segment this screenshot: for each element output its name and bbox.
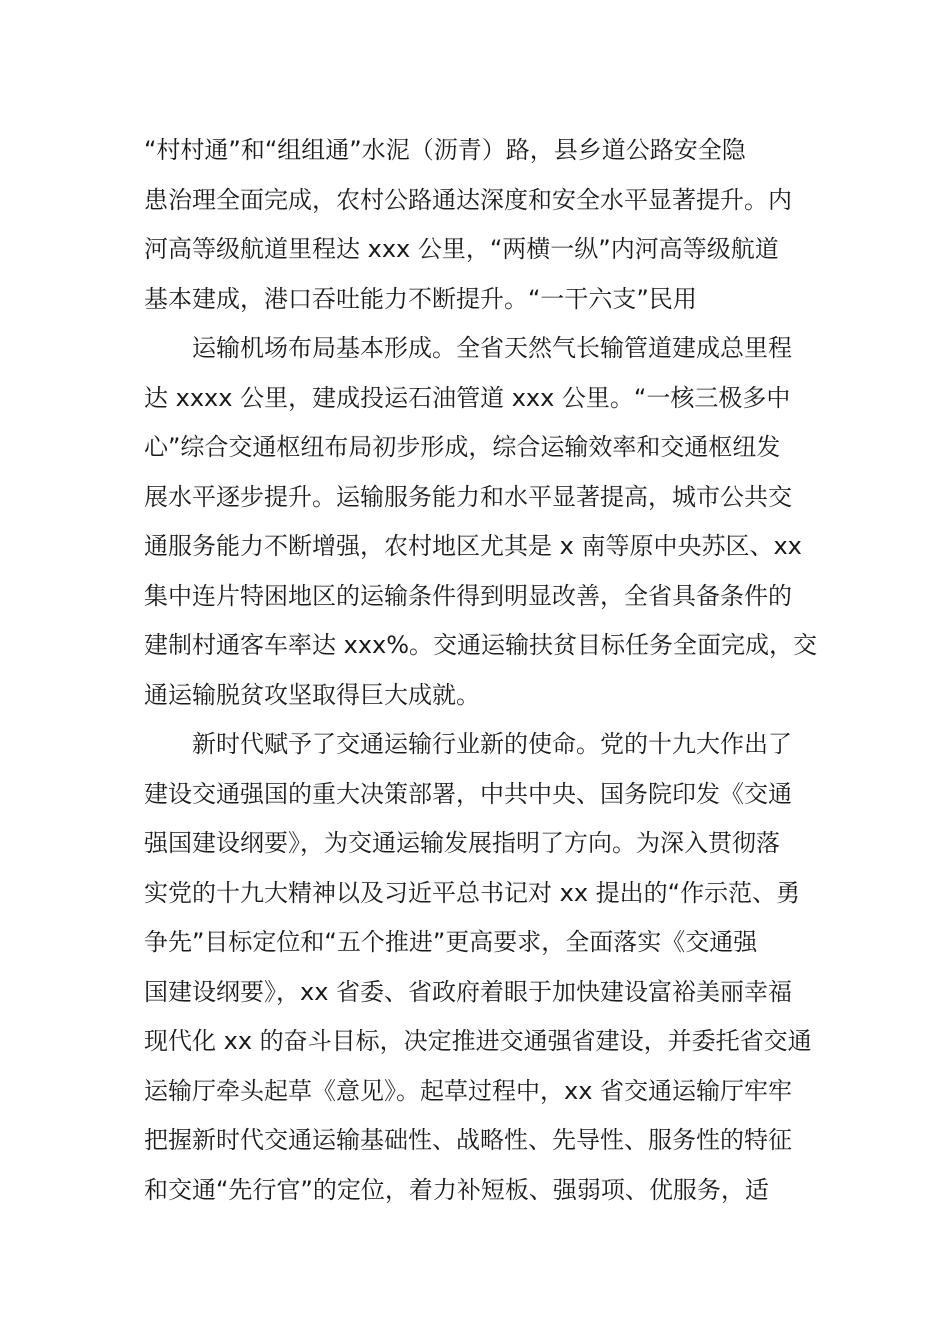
text-line: 争先”目标定位和“五个推进”更高要求，全面落实《交通强 (144, 928, 758, 956)
text-line: 把握新时代交通运输基础性、战略性、先导性、服务性的特征 (144, 1126, 792, 1154)
text-line: 患治理全面完成，农村公路通达深度和安全水平显著提升。内 (144, 185, 792, 214)
text-line: 展水平逐步提升。运输服务能力和水平显著提高，城市公共交 (144, 482, 792, 511)
text-line: 建设交通强国的重大决策部署，中共中央、国务院印发《交通 (144, 779, 792, 808)
text-line: 建制村通客车率达 xxx%。交通运输扶贫目标任务全面完成，交 (144, 631, 818, 659)
paragraph-start-line: 新时代赋予了交通运输行业新的使命。党的十九大作出了 (192, 730, 792, 758)
text-line: 心”综合交通枢纽布局初步形成，综合运输效率和交通枢纽发 (144, 433, 781, 461)
text-line: 运输厅牵头起草《意见》。起草过程中，xx 省交通运输厅牢牢 (144, 1076, 793, 1105)
text-line: 和交通“先行官”的定位，着力补短板、强弱项、优服务，适 (144, 1175, 769, 1204)
text-line: 通服务能力不断增强，农村地区尤其是 x 南等原中央苏区、xx (144, 532, 802, 560)
paragraph-start-line: 运输机场布局基本形成。全省天然气长输管道建成总里程 (192, 334, 792, 362)
text-line: 国建设纲要》，xx 省委、省政府着眼于加快建设富裕美丽幸福 (144, 977, 793, 1006)
text-line: 基本建成，港口吞吐能力不断提升。“一干六支”民用 (144, 284, 697, 313)
body-text (144, 126, 818, 1215)
text-line: 实党的十九大精神以及习近平总书记对 xx 提出的“作示范、勇 (144, 878, 801, 907)
text-line: 达 xxxx 公里，建成投运石油管道 xxx 公里。“一核三极多中 (144, 383, 791, 412)
text-line: 强国建设纲要》，为交通运输发展指明了方向。为深入贯彻落 (144, 829, 780, 857)
text-line: “村村通”和“组组通”水泥（沥青）路，县乡道公路安全隐 (144, 136, 746, 164)
text-line: 河高等级航道里程达 xxx 公里，“两横一纵”内河高等级航道 (144, 235, 779, 263)
text-line: 集中连片特困地区的运输条件得到明显改善，全省具备条件的 (144, 581, 792, 610)
text-line: 现代化 xx 的奋斗目标，决定推进交通强省建设，并委托省交通 (144, 1027, 812, 1055)
text-line: 通运输脱贫攻坚取得巨大成就。 (144, 680, 480, 709)
